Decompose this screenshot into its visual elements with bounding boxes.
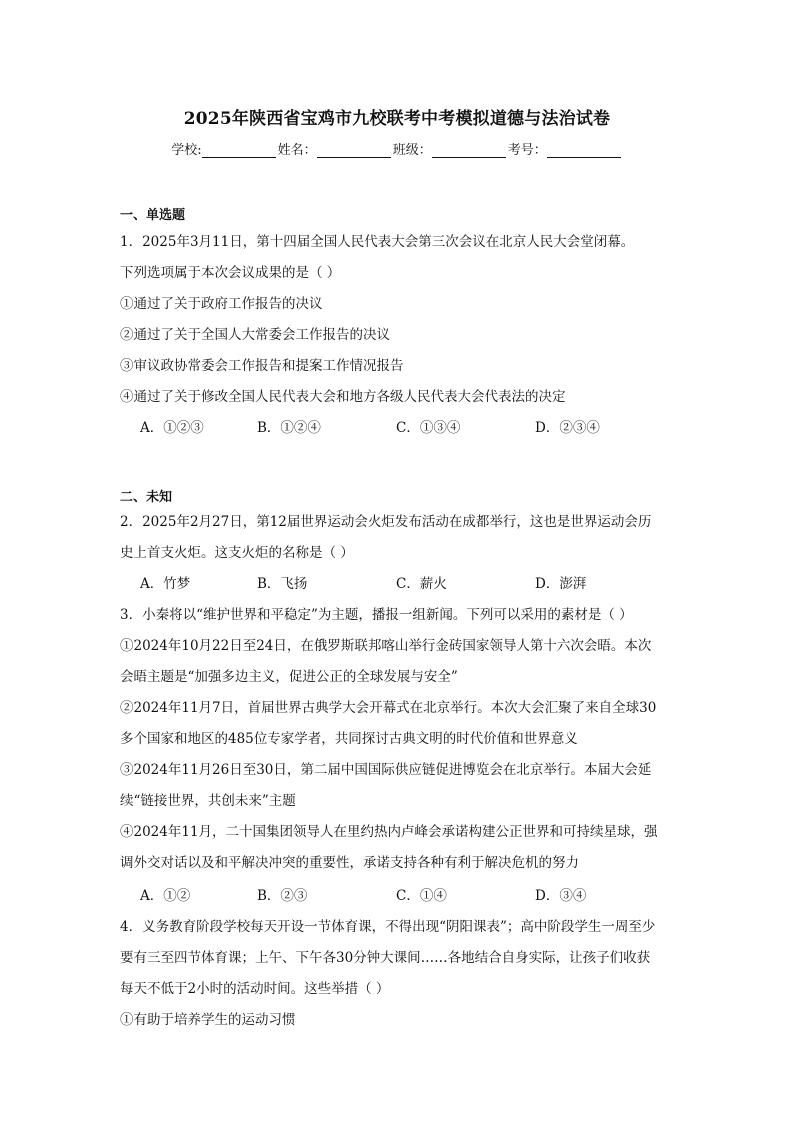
q1-option-d[interactable]: D．②③④ xyxy=(535,420,600,436)
q3-line-6: 续“链接世界，共创未来”主题 xyxy=(120,793,296,809)
school-field xyxy=(171,139,277,158)
q3-line-4: 多个国家和地区的485位专家学者，共同探讨古典文明的时代价值和世界意义 xyxy=(120,731,578,747)
q3-line-8: 调外交对话以及和平解决冲突的重要性，承诺支持各种有利于解决危机的努力 xyxy=(120,855,579,871)
q1-stem-line-2: 下列选项属于本次会议成果的是（ ） xyxy=(120,265,341,281)
section-heading-single-choice: 一、单选题 xyxy=(120,208,186,223)
q4-line-2: 要有三至四节体育课；上午、下午各30分钟大课间……各地结合自身实际，让孩子们收获 xyxy=(120,950,651,966)
q3-option-d[interactable]: D．③④ xyxy=(535,888,587,904)
q2-stem-line-2: 史上首支火炬。这支火炬的名称是（ ） xyxy=(120,545,354,561)
school-label: 学校: xyxy=(171,143,202,158)
name-blank[interactable] xyxy=(317,144,391,158)
q2-option-a[interactable]: A．竹梦 xyxy=(140,576,191,592)
q2-option-c[interactable]: C．薪火 xyxy=(396,576,447,592)
q2-option-d[interactable]: D．澎湃 xyxy=(535,576,587,592)
exam-number-label: 考号： xyxy=(507,143,547,158)
q1-item-1: ①通过了关于政府工作报告的决议 xyxy=(120,296,323,312)
q1-item-2: ②通过了关于全国人大常委会工作报告的决议 xyxy=(120,327,390,343)
name-field xyxy=(278,139,393,158)
q1-option-c[interactable]: C．①③④ xyxy=(396,420,461,436)
exam-number-field xyxy=(508,139,623,158)
q3-line-7: ④2024年11月，二十国集团领导人在里约热内卢峰会承诺构建公正世界和可持续星球，强 xyxy=(120,824,658,840)
q4-line-4: ①有助于培养学生的运动习惯 xyxy=(120,1012,296,1028)
q4-line-3: 每天不低于2小时的活动时间。这些举措（ ） xyxy=(120,981,390,997)
exam-number-blank[interactable] xyxy=(547,144,621,158)
q2-stem-line-1: 2．2025年2月27日，第12届世界运动会火炬发布活动在成都举行，这也是世界运动会历 xyxy=(120,514,652,530)
q3-stem: 3．小秦将以“维护世界和平稳定”为主题，播报一组新闻。下列可以采用的素材是（ ） xyxy=(120,607,633,623)
q3-line-5: ③2024年11月26日至30日，第二届中国国际供应链促进博览会在北京举行。本届大会延 xyxy=(120,762,652,778)
page-title: 2025年陕西省宝鸡市九校联考中考模拟道德与法治试卷 xyxy=(183,109,611,129)
student-info-line xyxy=(0,139,794,158)
q4-line-1: 4．义务教育阶段学校每天开设一节体育课，不得出现“阴阳课表”；高中阶段学生一周至少 xyxy=(120,919,656,935)
class-blank[interactable] xyxy=(432,144,506,158)
q3-option-c[interactable]: C．①④ xyxy=(396,888,447,904)
q1-stem-line-1: 1．2025年3月11日，第十四届全国人民代表大会第三次会议在北京人民大会堂闭幕。 xyxy=(120,234,635,250)
q1-option-a[interactable]: A．①②③ xyxy=(140,420,204,436)
name-label: 姓名： xyxy=(277,143,317,158)
q1-item-4: ④通过了关于修改全国人民代表大会和地方各级人民代表大会代表法的决定 xyxy=(120,389,566,405)
class-label: 班级： xyxy=(392,143,432,158)
section-heading-unknown: 二、未知 xyxy=(120,490,173,505)
q2-option-b[interactable]: B．飞扬 xyxy=(257,576,308,592)
q3-option-a[interactable]: A．①② xyxy=(140,888,191,904)
q1-item-3: ③审议政协常委会工作报告和提案工作情况报告 xyxy=(120,358,404,374)
q3-line-1: ①2024年10月22日至24日，在俄罗斯联邦喀山举行金砖国家领导人第十六次会晤。本次 xyxy=(120,638,652,654)
q3-line-3: ②2024年11月7日，首届世界古典学大会开幕式在北京举行。本次大会汇聚了来自全球30 xyxy=(120,700,657,716)
q3-option-b[interactable]: B．②③ xyxy=(257,888,308,904)
q1-option-b[interactable]: B．①②④ xyxy=(257,420,321,436)
q3-line-2: 会晤主题是“加强多边主义，促进公正的全球发展与安全” xyxy=(120,669,458,685)
school-blank[interactable] xyxy=(202,144,276,158)
class-field xyxy=(393,139,508,158)
